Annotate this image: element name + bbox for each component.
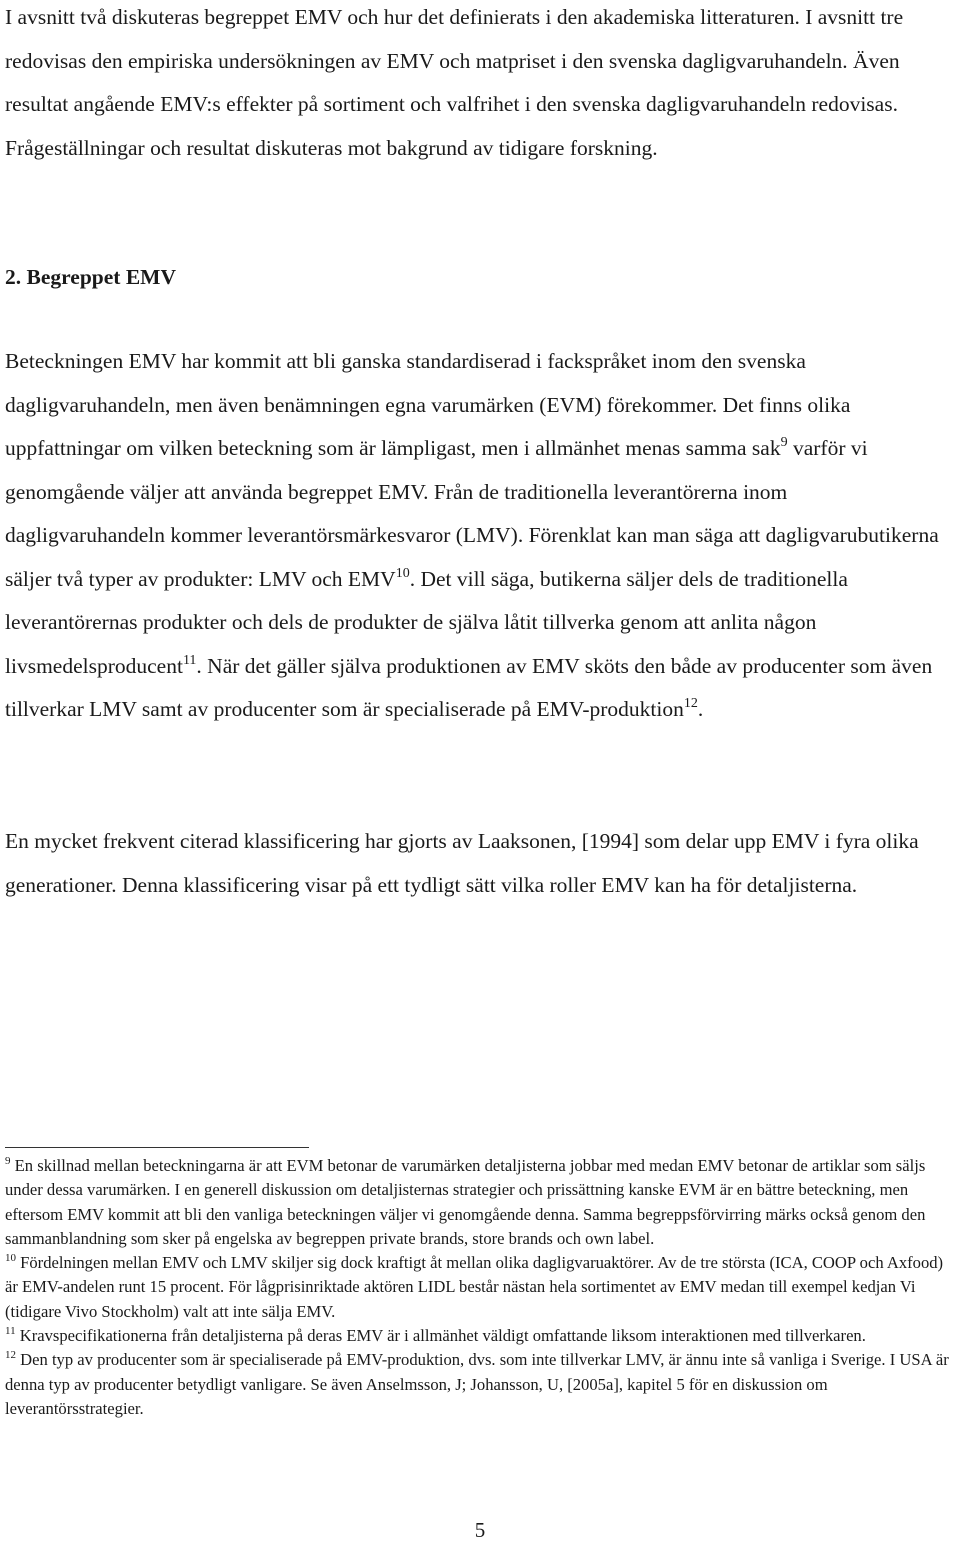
footnote-text: En skillnad mellan beteckningarna är att EVM betonar de varumärken detaljisterna jobbar med medan EMV betonar de artiklar som säljs under dessa varumärken. I en generell diskussion om detaljisternas strategier och prissättning kanske EVM är en bättre beteckning, men eftersom EMV kommit att bli den vanliga beteckningen väljer vi genomgående denna. Samma begreppsförvirring märks också genom den sammanblandning som sker på engelska av begreppen private brands, store brands och own label. <box>5 1156 926 1248</box>
footnote-number: 9 <box>5 1155 11 1167</box>
footnote-11 <box>5 1324 955 1348</box>
footnote-12 <box>5 1348 955 1421</box>
p1-text-a: Beteckningen EMV har kommit att bli ganska standardiserad i fackspråket inom den svenska dagligvaruhandeln, men även benämningen egna varumärken (EVM) förekommer. Det finns olika uppfattningar om vilken beteckning som är lämpligast, men i allmänhet menas samma sak <box>5 349 851 460</box>
footnote-ref-12[interactable]: 12 <box>683 696 698 711</box>
p1-text-d: . När det gäller själva produktionen av EMV sköts den både av producenter som även tillverkar LMV samt av producenter som är specialiserade på EMV-produktion <box>5 653 933 721</box>
footnote-ref-9[interactable]: 9 <box>780 435 788 450</box>
footnote-ref-10[interactable]: 10 <box>395 565 410 581</box>
footnote-text: Den typ av producenter som är specialiserade på EMV-produktion, dvs. som inte tillverkar LMV, är ännu inte så vanliga i Sverige. I USA är denna typ av producenter betydligt vanligare. Se även Anselmsson, J; Johansson, U, [2005a], kapitel 5 för en diskussion om leverantörsstrategier. <box>5 1350 949 1418</box>
footnote-10 <box>5 1251 955 1324</box>
body-paragraph-1 <box>5 340 950 732</box>
footnote-ref-11[interactable]: 11 <box>182 652 197 668</box>
p1-text-e: . <box>697 697 704 721</box>
footnote-number: 11 <box>5 1325 16 1338</box>
intro-paragraph: I avsnitt två diskuteras begreppet EMV och hur det definierats i den akademiska litteraturen. I avsnitt tre redovisas den empiriska undersökningen av EMV och matpriset i den svenska dagligvaruhandeln. Även resultat angående EMV:s effekter på sortiment och valfrihet i den svenska dagligvaruhandeln redovisas. Frågeställningar och resultat diskuteras mot bakgrund av tidigare forskning. <box>5 5 904 160</box>
p1-text-c: . Det vill säga, butikerna säljer dels de traditionella leverantörernas produkter och dels de produkter de själva låtit tillverka genom att anlita någon livsmedelsproducent <box>5 566 848 678</box>
page-number: 5 <box>474 1518 486 1542</box>
footnotes-section <box>5 1154 955 1421</box>
p1-text-b: varför vi genomgående väljer att använda begreppet EMV. Från de traditionella leverantörerna inom dagligvaruhandeln kommer leverantörsmärkesvaror (LMV). Förenklat kan man säga att dagligvarubutikerna säljer två typer av produkter: LMV och EMV <box>5 436 939 591</box>
footnote-number: 12 <box>5 1349 16 1362</box>
body-paragraph-2: En mycket frekvent citerad klassificering har gjorts av Laaksonen, [1994] som delar upp EMV i fyra olika generationer. Denna klassificering visar på ett tydligt sätt vilka roller EMV kan ha för detaljisterna. <box>5 829 919 897</box>
footnote-separator <box>5 1147 309 1148</box>
footnote-text: Fördelningen mellan EMV och LMV skiljer sig dock kraftigt åt mellan olika dagligvaruaktörer. Av de tre största (ICA, COOP och Axfood) är EMV-andelen runt 15 procent. För lågprisinriktade aktören LIDL består nästan hela sortimentet av EMV medan till exempel kedjan Vi (tidigare Vivo Stockholm) valt att inte sälja EMV. <box>5 1253 944 1321</box>
footnote-text: Kravspecifikationerna från detaljisterna på deras EMV är i allmänhet väldigt omfattande liksom interaktionen med tillverkaren. <box>15 1326 866 1346</box>
footnote-9 <box>5 1154 955 1251</box>
section-heading: 2. Begreppet EMV <box>5 265 176 289</box>
footnote-number: 10 <box>5 1252 16 1265</box>
